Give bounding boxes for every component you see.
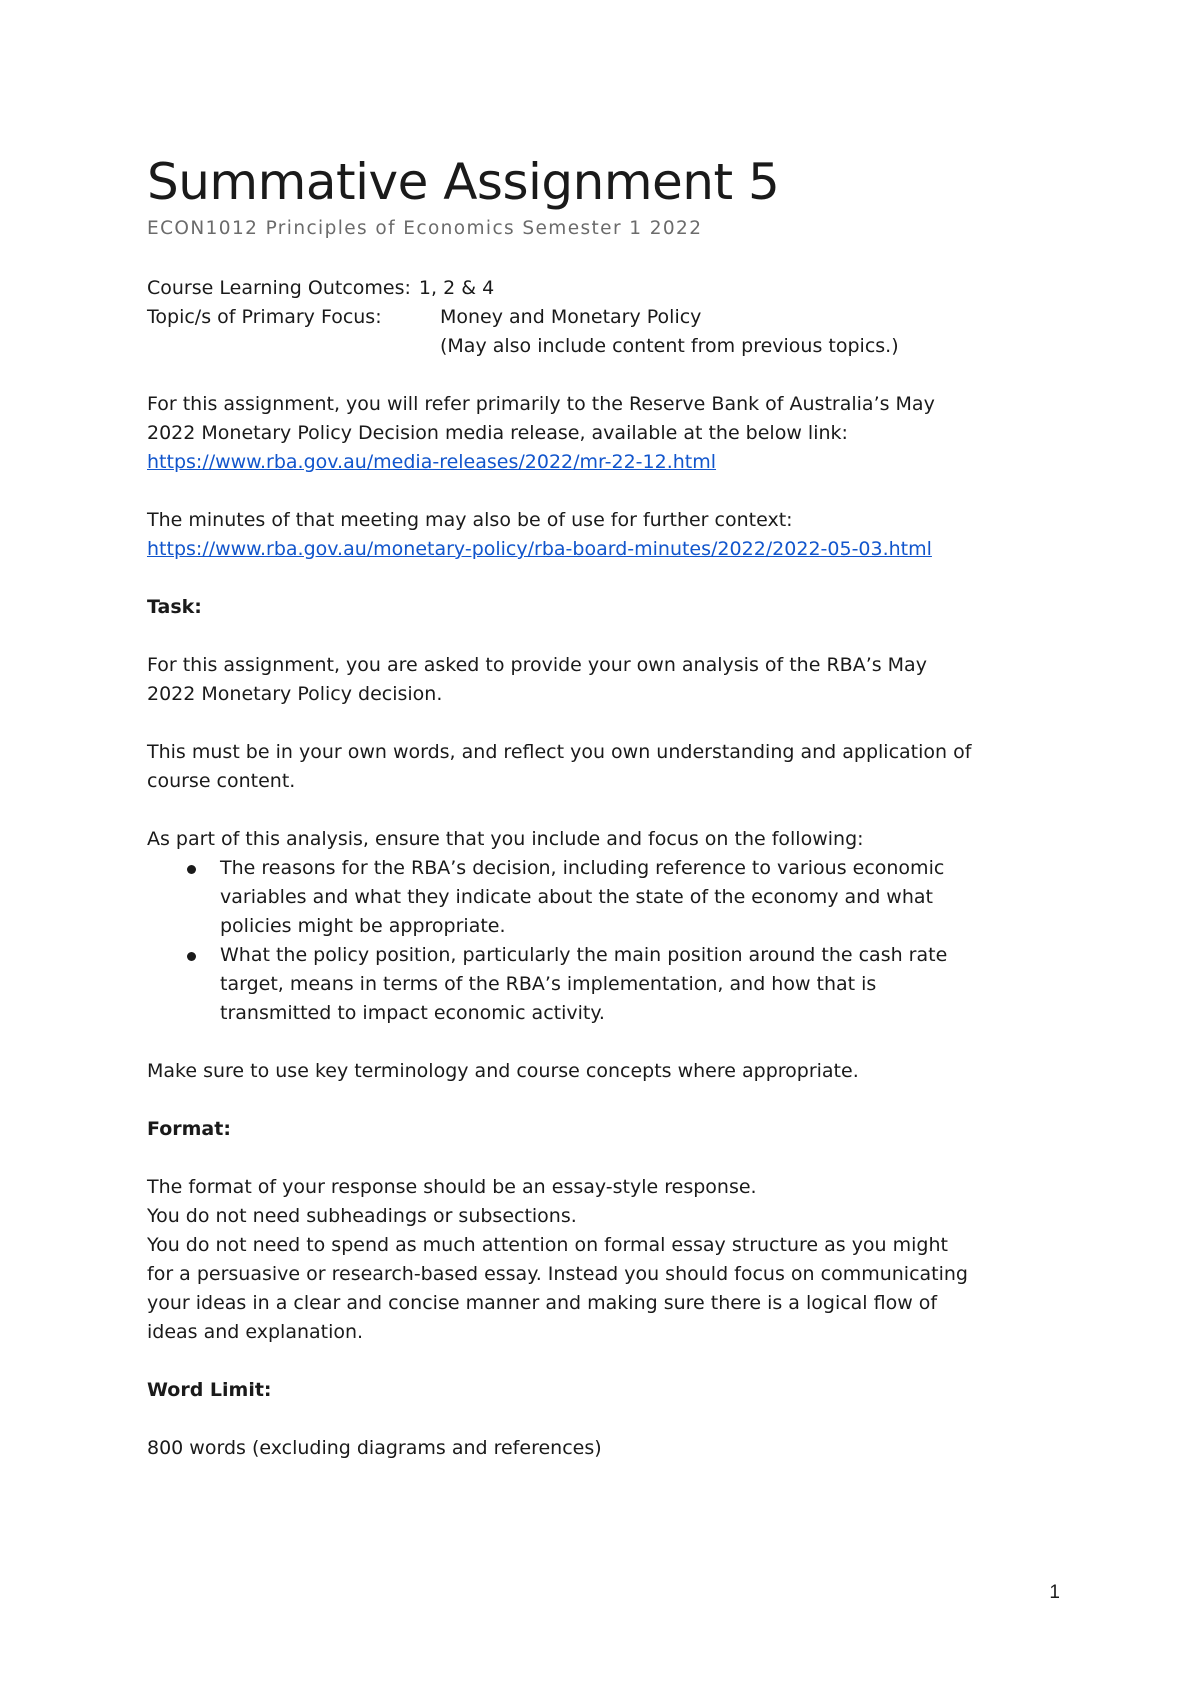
topics-value: Money and Monetary Policy [440, 306, 702, 328]
document-content [147, 150, 1067, 1463]
word-limit-text: 800 words (excluding diagrams and references) [147, 1437, 602, 1459]
task-paragraph-1 [147, 651, 1067, 709]
board-minutes-link[interactable]: https://www.rba.gov.au/monetary-policy/rba-board-minutes/2022/2022-05-03.html [147, 538, 932, 560]
topics-label: Topic/s of Primary Focus: [147, 306, 382, 328]
format-paragraph [147, 1173, 1067, 1347]
intro-line-1: For this assignment, you will refer primarily to the Reserve Bank of Australia’s May [147, 393, 935, 415]
intro-line-2: 2022 Monetary Policy Decision media release, available at the below link: [147, 422, 848, 444]
format-heading: Format: [147, 1118, 231, 1140]
minutes-paragraph [147, 506, 1067, 564]
task-p2-line-1: This must be in your own words, and reflect you own understanding and application of [147, 741, 972, 763]
list-item [147, 854, 1067, 941]
page-title: Summative Assignment 5 [147, 153, 780, 211]
task-bullet-list [147, 854, 1067, 1028]
minutes-text: The minutes of that meeting may also be of use for further context: [147, 509, 793, 531]
format-line-4: for a persuasive or research-based essay. Instead you should focus on communicating [147, 1263, 968, 1285]
format-line-5: your ideas in a clear and concise manner and making sure there is a logical flow of [147, 1292, 938, 1314]
course-meta [147, 274, 1067, 361]
page-number: 1 [1049, 1582, 1060, 1603]
intro-paragraph [147, 390, 1067, 477]
course-subtitle: ECON1012 Principles of Economics Semester 1 2022 [147, 218, 703, 239]
format-line-2: You do not need subheadings or subsections. [147, 1205, 577, 1227]
bullet-2-line-2: target, means in terms of the RBA’s implementation, and how that is [220, 973, 877, 995]
topics-row [147, 303, 1067, 332]
bullet-1-line-3: policies might be appropriate. [220, 915, 506, 937]
list-item [147, 941, 1067, 1028]
topics-note: (May also include content from previous topics.) [440, 335, 899, 357]
bullet-1-line-2: variables and what they indicate about the state of the economy and what [220, 886, 933, 908]
bullet-1-line-1: The reasons for the RBA’s decision, including reference to various economic [220, 857, 945, 879]
bullet-2-line-3: transmitted to impact economic activity. [220, 1002, 605, 1024]
task-paragraph-4: Make sure to use key terminology and course concepts where appropriate. [147, 1060, 859, 1082]
bullet-2-line-1: What the policy position, particularly the main position around the cash rate [220, 944, 948, 966]
task-p1-line-2: 2022 Monetary Policy decision. [147, 683, 443, 705]
bullet-icon [187, 952, 196, 961]
word-limit-heading: Word Limit: [147, 1379, 272, 1401]
task-heading: Task: [147, 596, 202, 618]
bullet-icon [187, 865, 196, 874]
outcomes-value: 1, 2 & 4 [418, 277, 495, 299]
task-paragraph-3: As part of this analysis, ensure that you include and focus on the following: [147, 828, 864, 850]
media-release-link[interactable]: https://www.rba.gov.au/media-releases/2022/mr-22-12.html [147, 451, 717, 473]
format-line-3: You do not need to spend as much attention on formal essay structure as you might [147, 1234, 948, 1256]
format-line-6: ideas and explanation. [147, 1321, 364, 1343]
outcomes-label: Course Learning Outcomes: [147, 277, 411, 299]
format-line-1: The format of your response should be an essay-style response. [147, 1176, 757, 1198]
outcomes-row [147, 274, 1067, 303]
task-p1-line-1: For this assignment, you are asked to provide your own analysis of the RBA’s May [147, 654, 927, 676]
task-paragraph-2 [147, 738, 1067, 796]
task-p2-line-2: course content. [147, 770, 296, 792]
